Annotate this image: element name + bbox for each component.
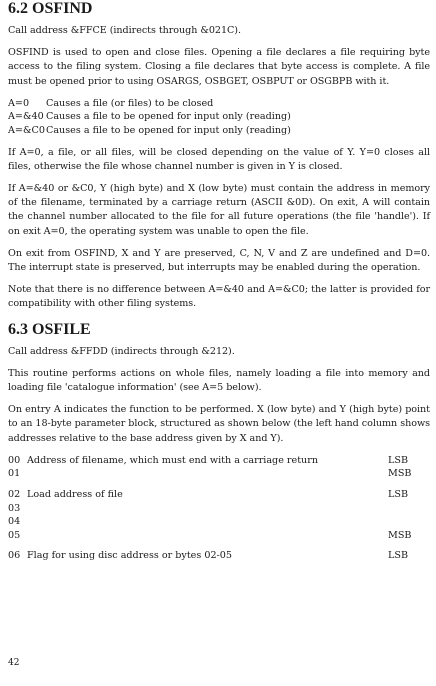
block-offset: 05 <box>8 529 21 541</box>
block-description: Flag for using disc address or bytes 02-05 <box>27 550 232 562</box>
block-offset: 00 <box>8 454 21 466</box>
block-description: Load address of file <box>27 489 123 501</box>
block-description <box>27 529 388 543</box>
parameter-block-row <box>8 542 428 563</box>
code-row <box>8 97 291 111</box>
osfind-close-paragraph: If A=0, a file, or all files, will be closed depending on the value of Y. Y=0 closes all files, otherwise the file whose channel number is given in Y is closed. <box>8 146 430 172</box>
parameter-block-row <box>8 529 428 543</box>
parameter-block-row <box>8 454 428 468</box>
block-description <box>27 515 388 529</box>
block-significance: LSB <box>388 550 408 562</box>
section-heading-osfind: 6.2 OSFIND <box>8 0 93 17</box>
code-key: A=&40 <box>8 111 44 123</box>
osfind-call-address: Call address &FFCE (indirects through &021C). <box>8 25 241 36</box>
block-description: Address of filename, which must end with a carriage return <box>27 454 318 466</box>
parameter-block-row <box>8 467 428 481</box>
code-description: Causes a file (or files) to be closed <box>46 97 214 109</box>
block-significance <box>388 515 428 529</box>
osfile-intro-paragraph: This routine performs actions on whole files, namely loading a file into memory and loading file 'catalogue information' (see A=5 below). <box>8 367 430 394</box>
osfind-open-paragraph: If A=&40 or &C0, Y (high byte) and X (low byte) must contain the address in memory of the filename, terminated by a carriage return (ASCII &0D). On exit, A will contain the channel number allocated to the file for all future operations (the file 'handle'). If on exit A=0, the operating system was unable to open the file. <box>8 183 430 237</box>
osfile-call-address: Call address &FFDD (indirects through &212). <box>8 345 235 357</box>
code-description: Causes a file to be opened for input only (reading) <box>46 111 291 123</box>
block-significance: LSB <box>388 454 408 466</box>
code-row <box>8 110 291 124</box>
osfind-exit-paragraph: On exit from OSFIND, X and Y are preserved, C, N, V and Z are undefined and D=0. The interrupt state is preserved, but interrupts may be enabled during the operation. <box>8 247 430 274</box>
code-key: A=0 <box>8 97 30 109</box>
block-offset: 04 <box>8 516 21 528</box>
block-significance: MSB <box>388 468 412 480</box>
parameter-block-row <box>8 481 428 502</box>
parameter-block-table <box>8 454 428 563</box>
section-heading-osfile: 6.3 OSFILE <box>8 320 91 338</box>
block-description <box>27 467 388 481</box>
code-description: Causes a file to be opened for input only (reading) <box>46 125 291 136</box>
code-key: A=&C0 <box>8 125 45 136</box>
document-page <box>8 0 430 563</box>
block-description <box>27 502 388 516</box>
block-significance <box>388 502 428 516</box>
code-row <box>8 124 291 138</box>
osfind-intro-paragraph: OSFIND is used to open and close files. Opening a file declares a file requiring byte access to the filing system. Closing a file declares that byte access is complete. A file must be opened prior to using OSARGS, OSBGET, OSBPUT or OSGBPB with it. <box>8 47 430 87</box>
parameter-block-row <box>8 515 428 529</box>
block-significance: LSB <box>388 489 408 501</box>
page-number: 42 <box>8 658 20 668</box>
block-offset: 02 <box>8 489 21 501</box>
osfile-entry-paragraph: On entry A indicates the function to be performed. X (low byte) and Y (high byte) point to an 18-byte parameter block, structured as shown below (the left hand column shows addresses relative to the base address given by X and Y). <box>8 404 430 444</box>
block-offset: 03 <box>8 502 21 514</box>
block-offset: 06 <box>8 550 21 562</box>
osfind-codes-table <box>8 97 291 138</box>
osfind-note-paragraph: Note that there is no difference between A=&40 and A=&C0; the latter is provided for compatibility with other filing systems. <box>8 284 430 310</box>
parameter-block-row <box>8 502 428 516</box>
block-significance: MSB <box>388 529 412 541</box>
block-offset: 01 <box>8 468 21 480</box>
